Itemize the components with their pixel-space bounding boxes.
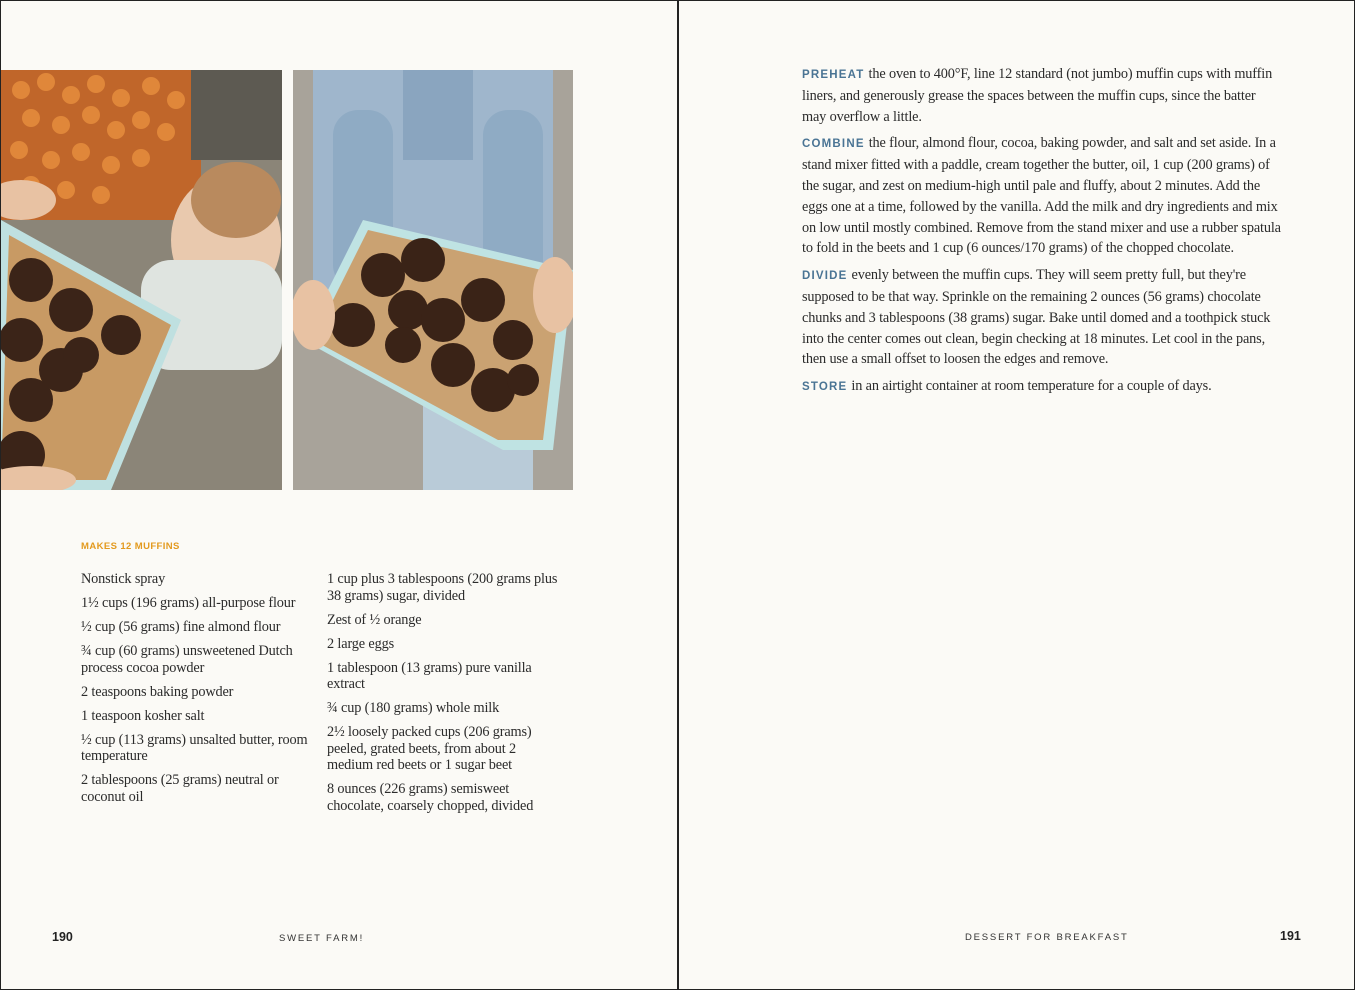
running-head-right: DESSERT FOR BREAKFAST	[965, 932, 1129, 943]
ingredient-item: Nonstick spray	[81, 571, 166, 587]
step-text: the oven to 400°F, line 12 standard (not jumbo) muffin cups with muffin liners, and generously grease the spaces between the muffin cups, since the batter may overflow a little.	[802, 66, 1273, 125]
left-page	[0, 0, 678, 990]
ingredients-column-2	[327, 571, 562, 822]
step-text: in an airtight container at room temperature for a couple of days.	[851, 378, 1212, 395]
ingredient-item: ½ cup (113 grams) unsalted butter, room temperature	[81, 731, 308, 764]
step-label: COMBINE	[802, 138, 865, 151]
ingredient-item: ½ cup (56 grams) fine almond flour	[81, 619, 281, 635]
ingredient-item: 8 ounces (226 grams) semisweet chocolate, coarsely chopped, divided	[327, 781, 534, 814]
ingredient-item: 1½ cups (196 grams) all-purpose flour	[81, 595, 296, 611]
step-label: STORE	[802, 381, 848, 394]
ingredient-item: 1 teaspoon kosher salt	[81, 707, 205, 724]
page-number-left: 190	[52, 930, 73, 944]
photo-child-reaching-muffins	[1, 70, 282, 490]
ingredient-item: 2 tablespoons (25 grams) neutral or coconut oil	[81, 772, 279, 805]
step-paragraph	[802, 64, 1282, 127]
ingredient-item: 2½ loosely packed cups (206 grams) peeled, grated beets, from about 2 medium red beets or 1 sugar beet	[327, 724, 532, 773]
photo-muffins-on-tray	[293, 70, 573, 490]
ingredient-item: ¾ cup (180 grams) whole milk	[327, 700, 500, 716]
running-head-left: SWEET FARM!	[279, 933, 365, 944]
ingredient-item: 1 tablespoon (13 grams) pure vanilla extract	[327, 659, 532, 692]
method-steps	[802, 64, 1282, 404]
ingredient-item: 2 large eggs	[327, 635, 395, 652]
step-text: evenly between the muffin cups. They will seem pretty full, but they're supposed to be that way. Sprinkle on the remaining 2 ounces (56 grams) chocolate chunks and 3 tablespoons (38 grams) sugar. Bake until domed and a toothpick stuck into the center comes out clean, begin checking at 18 minutes. Let cool in the pans, then use a small offset to loosen the edges and remove.	[802, 267, 1271, 368]
page-number-right: 191	[1280, 929, 1301, 943]
ingredient-item: 2 teaspoons baking powder	[81, 683, 234, 700]
ingredient-item: 1 cup plus 3 tablespoons (200 grams plus 38 grams) sugar, divided	[327, 571, 558, 604]
step-label: DIVIDE	[802, 270, 848, 283]
step-paragraph	[802, 376, 1282, 398]
ingredient-item: ¾ cup (60 grams) unsweetened Dutch process cocoa powder	[81, 643, 293, 676]
step-text: the flour, almond flour, cocoa, baking powder, and salt and set aside. In a stand mixer fitted with a paddle, cream together the butter, oil, 1 cup (200 grams) of the sugar, and zest on medium-high until pale and fluffy, about 2 minutes. Add the eggs one at a time, followed by the vanilla. Add the milk and dry ingredients and mix on low until mostly combined. Remove from the stand mixer and use a rubber spatula to fold in the beets and 1 cup (6 ounces/170 grams) of the chopped chocolate.	[802, 135, 1281, 257]
step-paragraph	[802, 265, 1282, 370]
recipe-yield: MAKES 12 MUFFINS	[81, 541, 180, 552]
step-label: PREHEAT	[802, 69, 865, 81]
ingredient-item: Zest of ½ orange	[327, 611, 422, 628]
ingredients-column-1	[81, 571, 311, 813]
step-paragraph	[802, 133, 1282, 259]
